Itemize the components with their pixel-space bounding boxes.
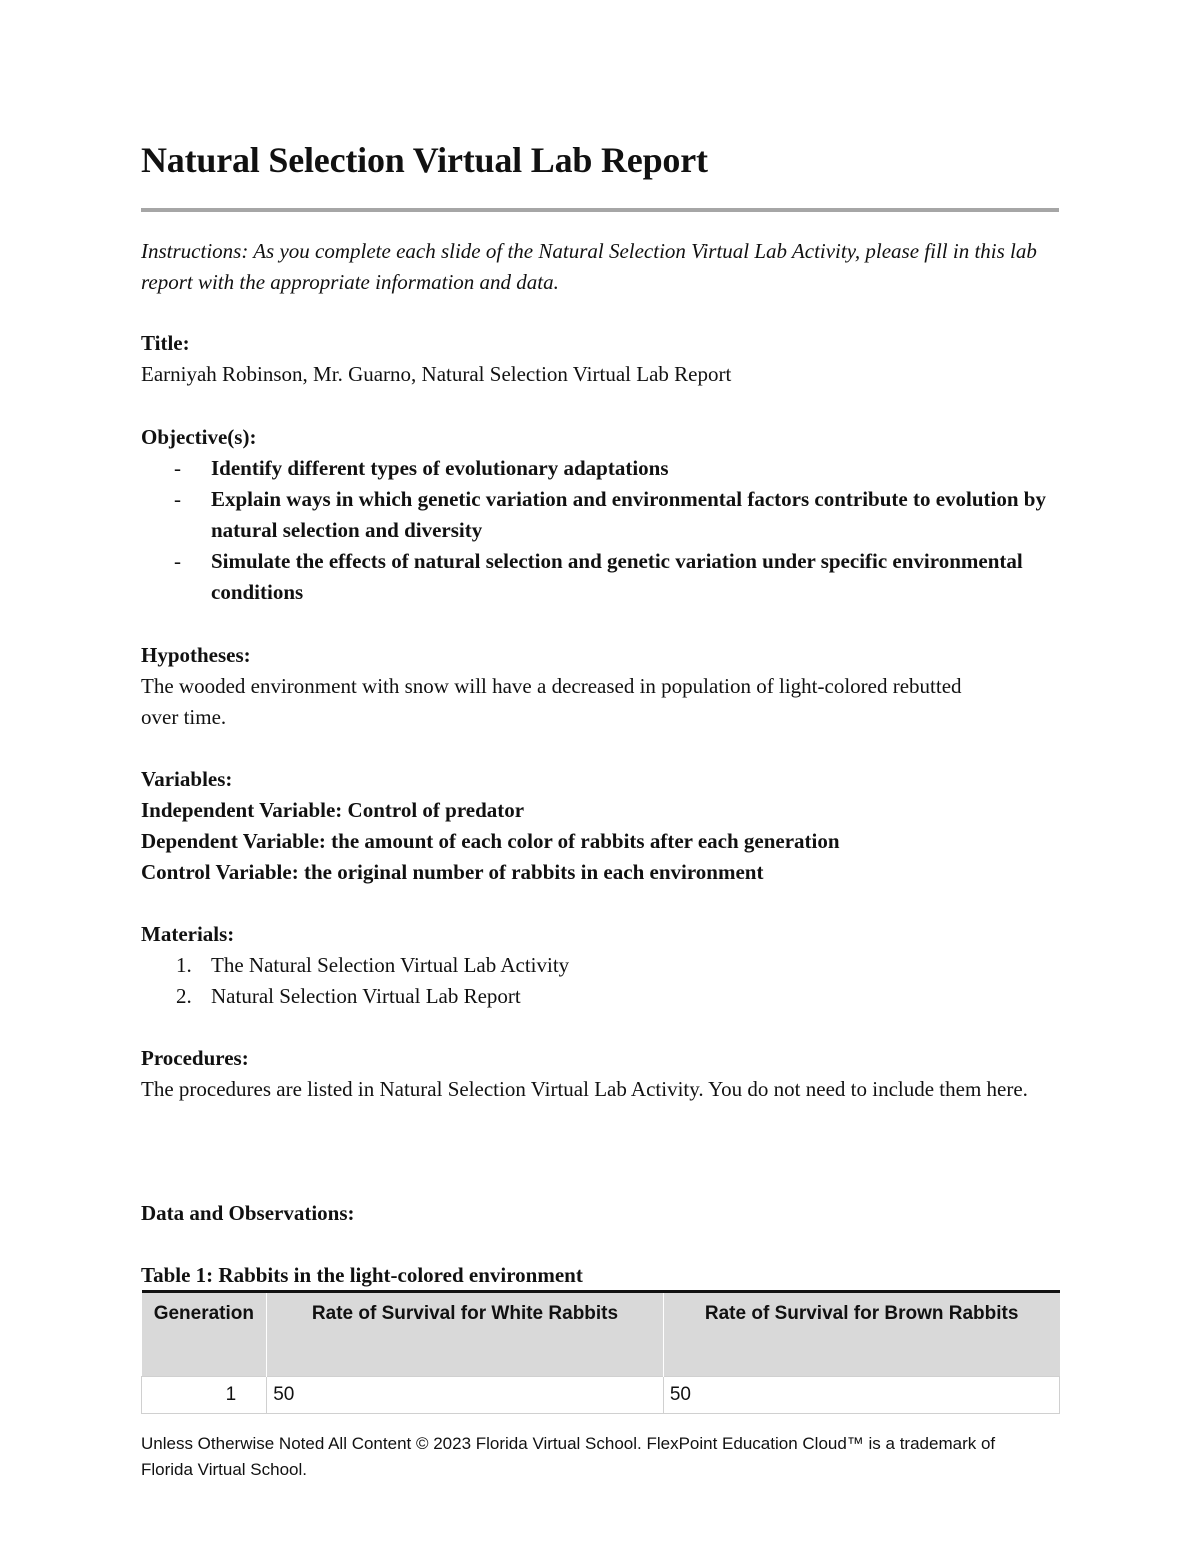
bullet-dash: - xyxy=(174,456,181,480)
page-footer: Unless Otherwise Noted All Content © 2023 Florida Virtual School. FlexPoint Education Cloud™ is a trademark of Florida Virtual School. xyxy=(141,1434,996,1479)
objectives-label: Objective(s): xyxy=(141,425,257,449)
objective-text: Simulate the effects of natural selection and genetic variation under specific environmental conditions xyxy=(211,549,1023,604)
bullet-dash: - xyxy=(174,549,181,573)
variables-label: Variables: xyxy=(141,767,233,791)
title-section-text: Earniyah Robinson, Mr. Guarno, Natural Selection Virtual Lab Report xyxy=(141,362,732,386)
objective-text: Identify different types of evolutionary adaptations xyxy=(211,456,669,480)
table1-caption: Table 1: Rabbits in the light-colored environment xyxy=(141,1263,583,1287)
procedures-label: Procedures: xyxy=(141,1046,249,1070)
material-text: Natural Selection Virtual Lab Report xyxy=(211,984,521,1008)
header-brown-rabbits: Rate of Survival for Brown Rabbits xyxy=(663,1292,1059,1377)
table1 xyxy=(141,1290,1060,1414)
dependent-variable: Dependent Variable: the amount of each color of rabbits after each generation xyxy=(141,829,840,853)
objectives-list xyxy=(141,453,1059,608)
cell-brown-survival[interactable]: 50 xyxy=(663,1377,1059,1414)
objective-item xyxy=(141,453,1059,484)
material-item xyxy=(141,950,569,981)
material-number: 2. xyxy=(176,984,192,1008)
materials-label: Materials: xyxy=(141,922,235,946)
header-generation: Generation xyxy=(142,1292,267,1377)
cell-white-survival[interactable]: 50 xyxy=(267,1377,664,1414)
table-header-row xyxy=(142,1292,1060,1377)
table-row xyxy=(142,1377,1060,1414)
header-white-rabbits: Rate of Survival for White Rabbits xyxy=(267,1292,664,1377)
independent-variable: Independent Variable: Control of predator xyxy=(141,798,525,822)
objective-text: Explain ways in which genetic variation and environmental factors contribute to evolution by natural selection and diversity xyxy=(211,487,1046,542)
materials-list xyxy=(141,950,569,1012)
procedures-text: The procedures are listed in Natural Selection Virtual Lab Activity. You do not need to include them here. xyxy=(141,1077,1028,1101)
control-variable: Control Variable: the original number of rabbits in each environment xyxy=(141,860,764,884)
material-number: 1. xyxy=(176,953,192,977)
hypotheses-label: Hypotheses: xyxy=(141,643,251,667)
material-item xyxy=(141,981,569,1012)
title-divider xyxy=(141,208,1059,212)
hypotheses-text: The wooded environment with snow will have a decreased in population of light-colored rebutted over time. xyxy=(141,674,962,729)
instructions-text: Instructions: As you complete each slide of the Natural Selection Virtual Lab Activity, please fill in this lab report with the appropriate information and data. xyxy=(141,239,1037,294)
material-text: The Natural Selection Virtual Lab Activity xyxy=(211,953,570,977)
bullet-dash: - xyxy=(174,487,181,511)
objective-item xyxy=(141,546,1059,608)
page-title: Natural Selection Virtual Lab Report xyxy=(141,140,708,180)
title-section-label: Title: xyxy=(141,331,190,355)
cell-generation[interactable]: 1 xyxy=(142,1377,267,1414)
data-observations-label: Data and Observations: xyxy=(141,1201,355,1225)
objective-item xyxy=(141,484,1059,546)
